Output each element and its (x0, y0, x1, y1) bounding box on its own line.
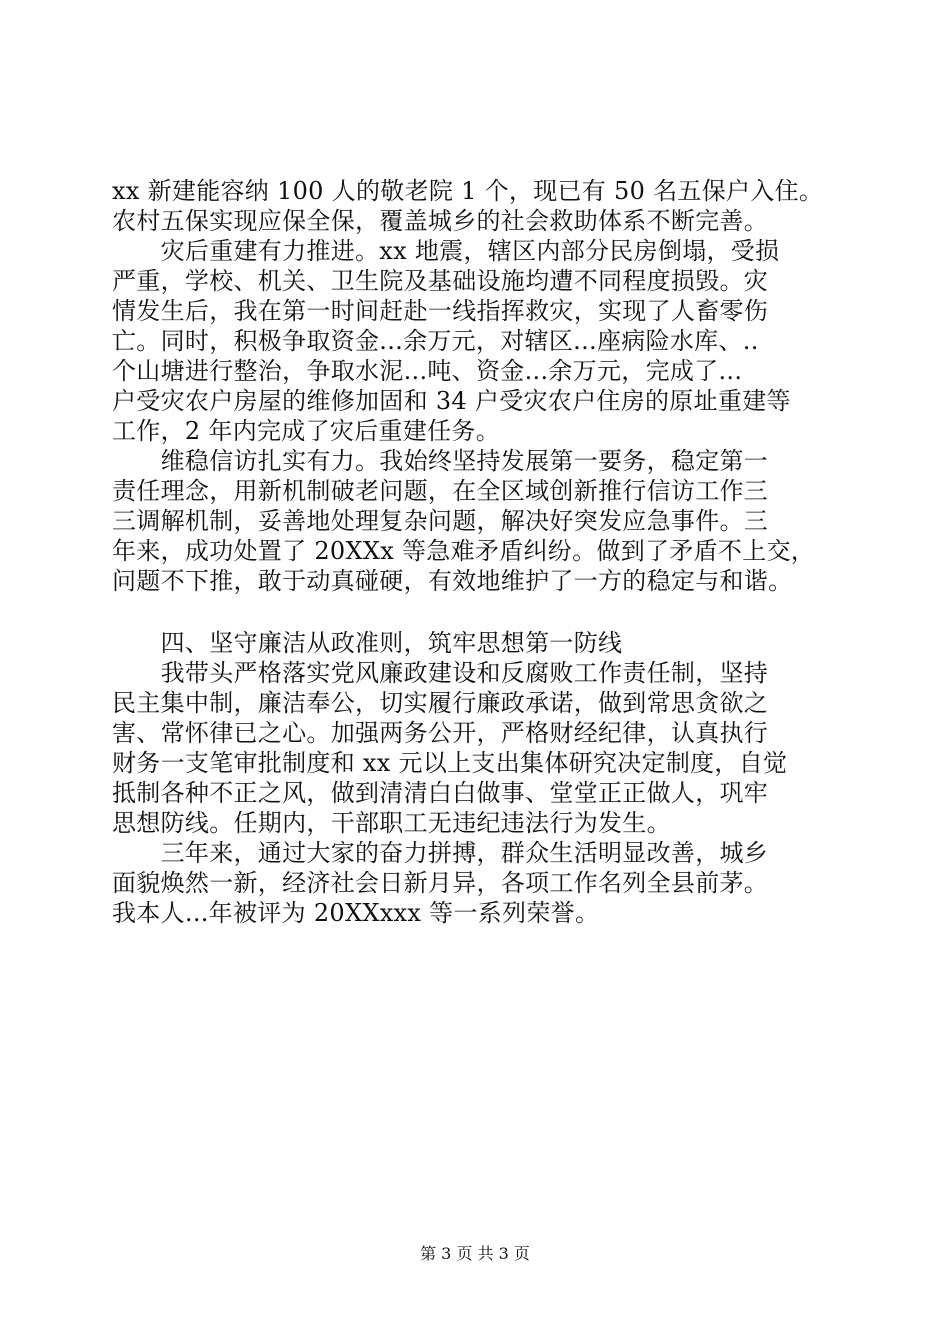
text-line: 户受灾农户房屋的维修加固和 34 户受灾农户住房的原址重建等 (112, 387, 791, 415)
text-line: 思想防线。任期内，干部职工无违纪违法行为发生。 (112, 809, 671, 837)
text-line: 我带头严格落实党风廉政建设和反腐败工作责任制，坚持 (112, 659, 769, 687)
text-line: 问题不下推，敢于动真碰硬，有效地维护了一方的稳定与和谐。 (112, 567, 793, 595)
text-line: 抵制各种不正之风，做到清清白白做事、堂堂正正做人，巩牢 (112, 779, 769, 807)
text-line: 面貌焕然一新，经济社会日新月异，各项工作名列全县前茅。 (112, 869, 769, 897)
text-line: 个山塘进行整治，争取水泥...吨、资金...余万元，完成了... (112, 357, 743, 385)
text-line: 灾后重建有力推进。xx 地震，辖区内部分民房倒塌，受损 (112, 237, 780, 265)
text-line: 农村五保实现应保全保，覆盖城乡的社会救助体系不断完善。 (112, 207, 769, 235)
text-line: 民主集中制，廉洁奉公，切实履行廉政承诺，做到常思贪欲之 (112, 689, 769, 717)
section-heading: 四、坚守廉洁从政准则，筑牢思想第一防线 (112, 629, 623, 657)
text-line: 工作，2 年内完成了灾后重建任务。 (112, 417, 500, 445)
text-line: 严重，学校、机关、卫生院及基础设施均遭不同程度损毁。灾 (112, 267, 769, 295)
text-line: 三年来，通过大家的奋力拼搏，群众生活明显改善，城乡 (112, 839, 769, 867)
text-line: 维稳信访扎实有力。我始终坚持发展第一要务，稳定第一 (112, 447, 769, 475)
document-body (112, 176, 852, 928)
text-line: xx 新建能容纳 100 人的敬老院 1 个，现已有 50 名五保户入住。 (112, 177, 824, 205)
text-line: 三调解机制，妥善地处理复杂问题，解决好突发应急事件。三 (112, 507, 769, 535)
text-line: 我本人...年被评为 20XXxxx 等一系列荣誉。 (112, 899, 600, 927)
text-line: 财务一支笔审批制度和 xx 元以上支出集体研究决定制度，自觉 (112, 749, 788, 777)
text-line: 亡。同时，积极争取资金...余万元，对辖区...座病险水库、.. (112, 327, 759, 355)
text-line: 情发生后，我在第一时间赶赴一线指挥救灾，实现了人畜零伤 (112, 297, 769, 325)
text-line: 年来，成功处置了 20XXx 等急难矛盾纠纷。做到了矛盾不上交， (112, 537, 816, 565)
text-line: 害、常怀律已之心。加强两务公开，严格财经纪律，认真执行 (112, 719, 769, 747)
page-footer: 第 3 页 共 3 页 (420, 1244, 530, 1263)
text-line: 责任理念，用新机制破老问题，在全区域创新推行信访工作三 (112, 477, 769, 505)
paragraph-gap (112, 596, 852, 628)
